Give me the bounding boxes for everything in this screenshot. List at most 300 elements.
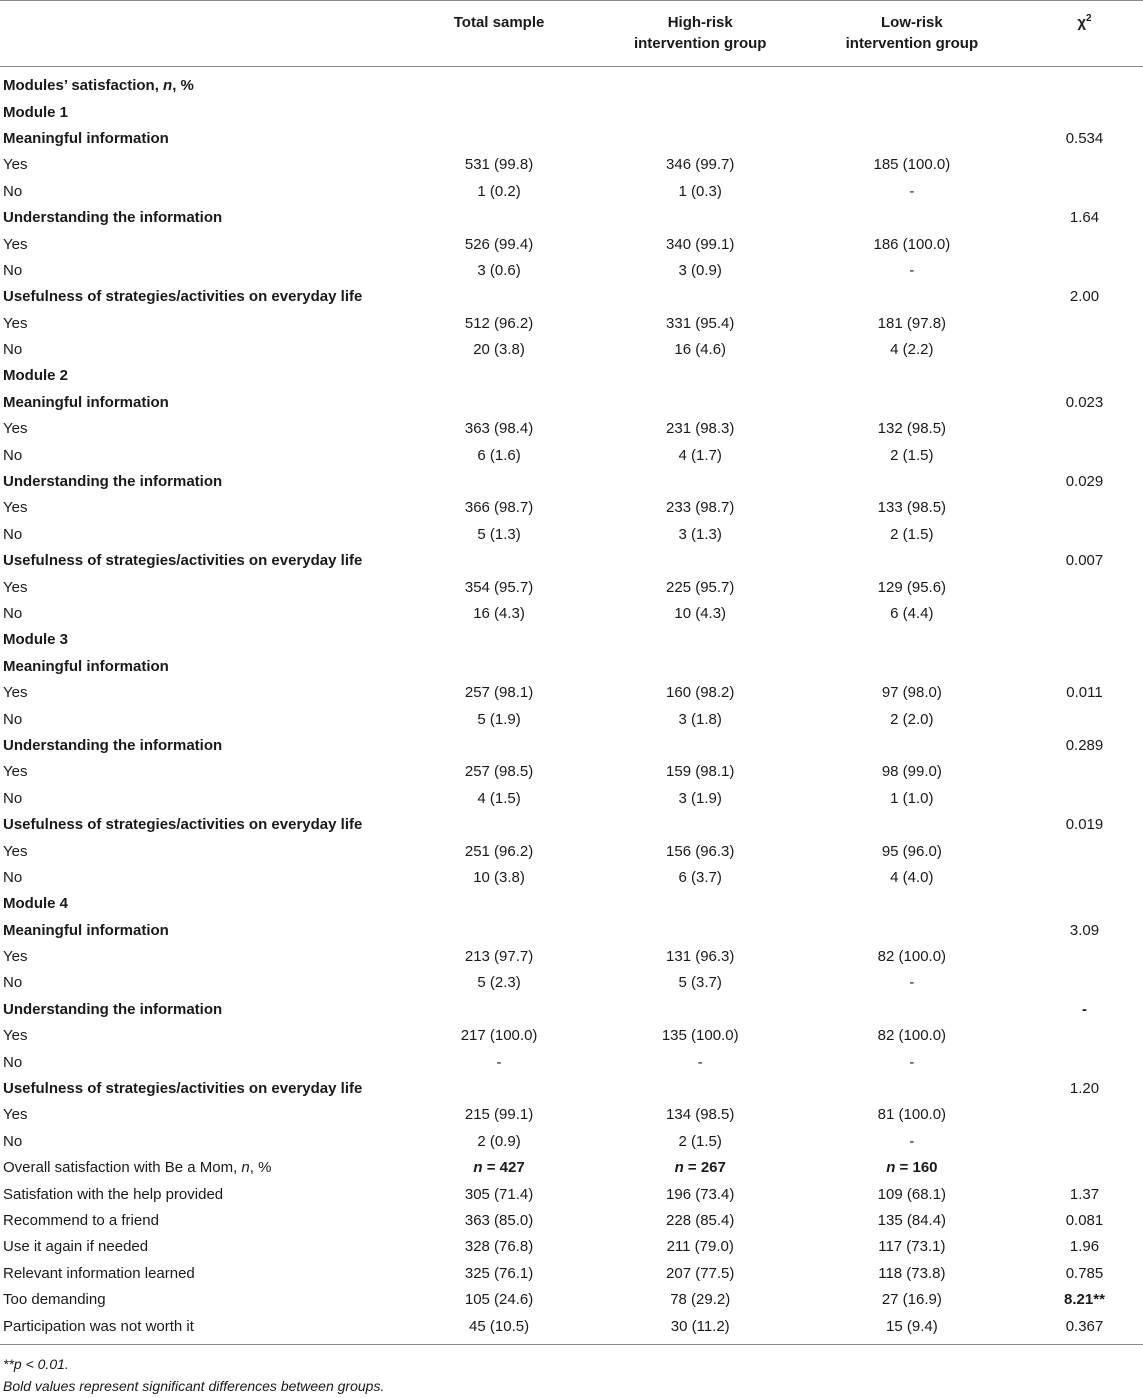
table-row (0, 1129, 1143, 1155)
section-row (0, 99, 1143, 125)
cell-low-risk (798, 67, 1026, 100)
row-label: Yes (3, 235, 28, 253)
row-label: Understanding the information (3, 736, 223, 754)
cell-low-risk (798, 99, 1026, 125)
cell-high-risk (603, 1076, 798, 1102)
cell-low-risk (798, 390, 1026, 416)
header-total-sample (395, 1, 602, 67)
table-row (0, 1023, 1143, 1049)
cell-total: 4 (1.5) (477, 789, 521, 807)
cell-total (395, 1076, 602, 1102)
cell-high-risk: 346 (99.7) (666, 156, 735, 174)
row-label: Meaningful information (3, 129, 169, 147)
row-label: Yes (3, 1027, 28, 1045)
section-row (0, 205, 1143, 231)
cell-total: 257 (98.5) (464, 763, 534, 781)
section-row (0, 812, 1143, 838)
cell-high-risk (603, 126, 798, 152)
table-row (0, 1234, 1143, 1260)
cell-low-risk (798, 548, 1026, 574)
cell-chi-square (1026, 1023, 1143, 1049)
table-row (0, 311, 1143, 337)
cell-high-risk (603, 363, 798, 389)
cell-high-risk: 3 (0.9) (678, 261, 722, 279)
cell-low-risk: 4 (2.2) (890, 341, 934, 359)
header-high-risk-line1: High-risk (667, 14, 733, 31)
section-row (0, 67, 1143, 100)
row-label: Module 1 (3, 103, 69, 121)
cell-chi-square (1026, 442, 1143, 468)
cell-chi-square (1026, 179, 1143, 205)
cell-total: 2 (0.9) (477, 1132, 521, 1150)
row-label: Participation was not worth it (0, 1313, 395, 1344)
cell-high-risk: 160 (98.2) (666, 684, 735, 702)
row-label-text: Overall satisfaction with Be a Mom, (3, 1159, 242, 1177)
cell-total (395, 99, 602, 125)
table-row (0, 522, 1143, 548)
cell-low-risk: 186 (100.0) (873, 235, 951, 253)
cell-total: 6 (1.6) (477, 446, 521, 464)
table-row (0, 759, 1143, 785)
cell-low-risk: 117 (73.1) (878, 1238, 946, 1256)
cell-chi-square (1026, 838, 1143, 864)
cell-chi-square (1026, 865, 1143, 891)
header-high-risk-line2: intervention group (633, 35, 767, 52)
cell-high-risk: 10 (4.3) (674, 605, 727, 622)
n-value: 160 (912, 1159, 938, 1177)
cell-low-risk: 98 (99.0) (881, 763, 942, 781)
cell-low-risk: 27 (16.9) (881, 1291, 942, 1309)
section-row (0, 390, 1143, 416)
cell-low-risk: 82 (100.0) (877, 1027, 947, 1045)
cell-low-risk: 97 (98.0) (881, 684, 942, 702)
row-label: No (3, 868, 23, 886)
row-label: Recommend to a friend (3, 1211, 159, 1229)
cell-total: 45 (10.5) (395, 1313, 602, 1344)
cell-chi-square (1026, 574, 1143, 600)
cell-chi-square: 1.37 (1069, 1185, 1100, 1203)
header-high-risk (603, 1, 798, 67)
cell-total (395, 918, 602, 944)
cell-total: 3 (0.6) (477, 261, 521, 279)
table-row (0, 337, 1143, 363)
cell-chi-square (1026, 944, 1143, 970)
n-value: 427 (499, 1159, 525, 1177)
row-label: Relevant information learned (3, 1264, 195, 1282)
cell-total: 512 (96.2) (464, 314, 534, 332)
cell-chi-square (1026, 706, 1143, 732)
cell-high-risk (603, 812, 798, 838)
row-label: Use it again if needed (3, 1238, 149, 1256)
cell-chi-square (1026, 1129, 1143, 1155)
table-row (0, 495, 1143, 521)
cell-high-risk: 4 (1.7) (678, 446, 722, 464)
cell-high-risk (603, 918, 798, 944)
cell-total: 328 (76.8) (464, 1238, 534, 1256)
cell-chi-square: 0.023 (1065, 393, 1104, 411)
row-label: Meaningful information (3, 921, 169, 939)
cell-chi-square: 3.09 (1069, 921, 1100, 939)
cell-chi-square (1026, 258, 1143, 284)
cell-total: 213 (97.7) (464, 948, 534, 966)
cell-high-risk: 196 (73.4) (666, 1185, 735, 1203)
cell-chi-square (1026, 1049, 1143, 1075)
cell-low-risk (798, 733, 1026, 759)
cell-high-risk: 131 (96.3) (666, 948, 735, 966)
cell-high-risk: 225 (95.7) (666, 578, 735, 596)
cell-high-risk: 159 (98.1) (666, 763, 735, 781)
cell-total: 251 (96.2) (464, 842, 534, 860)
row-label: No (3, 525, 23, 543)
cell-low-risk (798, 627, 1026, 653)
row-label: Yes (3, 684, 28, 702)
row-label: Usefulness of strategies/activities on everyday life (3, 1080, 363, 1098)
cell-chi-square (1026, 759, 1143, 785)
header-chi-square (1026, 1, 1143, 67)
cell-low-risk: 95 (96.0) (881, 842, 942, 860)
cell-low-risk: 133 (98.5) (877, 499, 947, 517)
table-row (0, 258, 1143, 284)
n-symbol: n (473, 1159, 483, 1177)
cell-high-risk: 233 (98.7) (666, 499, 735, 517)
row-label: No (3, 1132, 23, 1150)
header-total-label: Total sample (453, 14, 545, 31)
row-label: Yes (3, 499, 28, 517)
table-header-row (0, 1, 1143, 67)
table-row (0, 786, 1143, 812)
equals-sign: = (683, 1159, 701, 1177)
cell-total: 105 (24.6) (464, 1291, 534, 1309)
cell-chi-square (1026, 601, 1143, 627)
cell-total (395, 126, 602, 152)
cell-high-risk (603, 654, 798, 680)
row-label: No (3, 789, 23, 807)
cell-total: 257 (98.1) (464, 684, 534, 702)
row-label-suffix: , % (172, 77, 194, 95)
row-label (0, 67, 395, 100)
row-label: Satisfation with the help provided (3, 1185, 224, 1203)
row-label: Module 4 (3, 895, 69, 913)
cell-low-risk (798, 997, 1026, 1023)
section-row (0, 284, 1143, 310)
table-row (0, 574, 1143, 600)
cell-total: 305 (71.4) (464, 1185, 534, 1203)
cell-chi-square (1026, 786, 1143, 812)
cell-high-risk (603, 67, 798, 100)
cell-total: 1 (0.2) (477, 182, 521, 200)
cell-total (395, 627, 602, 653)
table-row (0, 944, 1143, 970)
cell-low-risk: 132 (98.5) (877, 420, 947, 438)
cell-high-risk (603, 997, 798, 1023)
row-label: Too demanding (3, 1291, 106, 1309)
row-label: Usefulness of strategies/activities on everyday life (3, 816, 363, 834)
cell-low-risk (798, 284, 1026, 310)
cell-low-risk: 109 (68.1) (877, 1185, 947, 1203)
cell-low-risk (798, 654, 1026, 680)
table-row (0, 601, 1143, 627)
cell-high-risk: 6 (3.7) (678, 868, 722, 886)
table-row (0, 231, 1143, 257)
row-label-suffix: , % (249, 1159, 272, 1177)
cell-high-risk: 5 (3.7) (678, 974, 722, 992)
cell-total: 526 (99.4) (464, 235, 534, 253)
cell-chi-square (1026, 495, 1143, 521)
cell-chi-square (1026, 311, 1143, 337)
cell-total: 531 (99.8) (464, 156, 534, 174)
row-label: Yes (3, 314, 28, 332)
row-label (0, 1155, 395, 1181)
cell-total: 354 (95.7) (464, 578, 534, 596)
cell-high-risk: - (697, 1053, 703, 1071)
row-label: No (3, 261, 23, 279)
n-symbol: n (886, 1159, 896, 1177)
cell-high-risk (603, 390, 798, 416)
section-row (0, 654, 1143, 680)
header-low-risk-line2: intervention group (845, 35, 979, 52)
cell-chi-square: 0.007 (1065, 552, 1104, 570)
row-label: Meaningful information (3, 393, 169, 411)
cell-low-risk (798, 469, 1026, 495)
footnote-bold-note (3, 1378, 384, 1394)
cell-high-risk: 3 (1.8) (678, 710, 722, 728)
section-row (0, 548, 1143, 574)
cell-chi-square (1026, 67, 1143, 100)
cell-low-risk: 118 (73.8) (878, 1264, 946, 1282)
cell-total (395, 997, 602, 1023)
cell-low-risk: - (909, 261, 915, 279)
cell-high-risk (603, 891, 798, 917)
cell-total: 217 (100.0) (460, 1027, 538, 1045)
table-row (0, 1261, 1143, 1287)
equals-sign: = (482, 1159, 500, 1177)
cell-total: - (496, 1053, 502, 1071)
cell-low-risk: 1 (1.0) (890, 789, 934, 807)
cell-high-risk: 2 (1.5) (678, 1132, 722, 1150)
section-row (0, 997, 1143, 1023)
cell-low-risk: 2 (2.0) (890, 710, 934, 728)
cell-chi-square (1026, 99, 1143, 125)
row-label: Yes (3, 948, 28, 966)
cell-chi-square: 1.96 (1069, 1238, 1100, 1256)
row-label: Yes (3, 156, 28, 174)
row-label-n: n (241, 1159, 250, 1177)
row-label: No (3, 446, 23, 464)
cell-chi-square: 0.367 (1026, 1313, 1143, 1344)
cell-total (395, 67, 602, 100)
cell-high-risk: 340 (99.1) (666, 235, 735, 253)
cell-low-n (798, 1155, 1026, 1181)
cell-high-risk: 16 (4.6) (674, 341, 727, 359)
cell-low-risk: - (909, 182, 915, 200)
row-label: Yes (3, 842, 28, 860)
cell-total (395, 284, 602, 310)
cell-total: 215 (99.1) (464, 1106, 534, 1124)
table-row (0, 1313, 1143, 1344)
cell-high-risk: 156 (96.3) (666, 842, 735, 860)
cell-high-risk: 30 (11.2) (603, 1313, 798, 1344)
cell-low-risk: 181 (97.8) (877, 314, 947, 332)
table-row (0, 1287, 1143, 1313)
cell-chi-square: 2.00 (1069, 288, 1100, 306)
cell-total: 5 (1.3) (477, 525, 521, 543)
cell-high-risk: 207 (77.5) (666, 1264, 735, 1282)
section-row (0, 126, 1143, 152)
row-label: Understanding the information (3, 473, 223, 491)
cell-chi-square: 0.534 (1065, 129, 1104, 147)
cell-high-risk (603, 469, 798, 495)
table-row (0, 416, 1143, 442)
cell-low-risk: 185 (100.0) (873, 156, 951, 174)
cell-high-risk (603, 548, 798, 574)
cell-low-risk: 135 (84.4) (877, 1211, 947, 1229)
row-label: Understanding the information (3, 1000, 223, 1018)
cell-chi-square: 8.21** (1064, 1291, 1105, 1309)
table-row (0, 838, 1143, 864)
cell-low-risk: 15 (9.4) (798, 1313, 1026, 1344)
row-label: Usefulness of strategies/activities on everyday life (3, 288, 363, 306)
cell-chi-square (1026, 416, 1143, 442)
cell-chi-square (1026, 337, 1143, 363)
cell-total: 363 (98.4) (464, 420, 534, 438)
cell-total: 10 (3.8) (473, 868, 525, 886)
cell-total-n (395, 1155, 602, 1181)
cell-low-risk (798, 205, 1026, 231)
table-row (0, 179, 1143, 205)
cell-high-risk (603, 284, 798, 310)
cell-total: 363 (85.0) (464, 1211, 534, 1229)
cell-total (395, 891, 602, 917)
cell-chi-square (1026, 654, 1143, 680)
row-label: Module 3 (3, 631, 69, 649)
row-label: Yes (3, 578, 28, 596)
equals-sign: = (895, 1159, 913, 1177)
cell-total: 16 (4.3) (473, 605, 525, 622)
footnote-significance (3, 1356, 69, 1372)
chi-superscript: 2 (1086, 13, 1092, 24)
cell-chi-square: 0.289 (1065, 736, 1104, 754)
cell-high-risk: 228 (85.4) (666, 1211, 735, 1229)
cell-low-risk: 129 (95.6) (877, 578, 947, 596)
cell-chi-square: 0.785 (1065, 1264, 1104, 1282)
cell-low-risk: 82 (100.0) (877, 948, 947, 966)
row-label: Yes (3, 1106, 28, 1124)
cell-high-risk: 78 (29.2) (670, 1291, 731, 1309)
row-label-text: Modules’ satisfaction, (3, 77, 164, 95)
section-row (0, 627, 1143, 653)
cell-low-risk: - (909, 1132, 915, 1150)
cell-chi-square (1026, 231, 1143, 257)
cell-high-risk: 331 (95.4) (666, 314, 735, 332)
cell-total: 5 (2.3) (477, 974, 521, 992)
overall-header-row (0, 1155, 1143, 1181)
header-low-risk (798, 1, 1026, 67)
row-label: No (3, 605, 23, 622)
cell-high-n (603, 1155, 798, 1181)
cell-low-risk (798, 126, 1026, 152)
cell-chi-square: - (1081, 1000, 1087, 1018)
table-row (0, 970, 1143, 996)
table-row (0, 442, 1143, 468)
cell-chi-square (1026, 627, 1143, 653)
cell-chi-square: 0.011 (1066, 684, 1103, 702)
cell-high-risk: 134 (98.5) (666, 1106, 735, 1124)
cell-low-risk: 2 (1.5) (890, 446, 934, 464)
section-row (0, 1076, 1143, 1102)
cell-chi-square: 1.64 (1069, 209, 1100, 227)
table-row (0, 1102, 1143, 1128)
n-symbol: n (674, 1159, 684, 1177)
row-label: Usefulness of strategies/activities on everyday life (3, 552, 363, 570)
cell-high-risk (603, 627, 798, 653)
section-row (0, 363, 1143, 389)
section-row (0, 469, 1143, 495)
header-empty-cell (0, 1, 395, 67)
cell-chi-square (1026, 152, 1143, 178)
table-row (0, 706, 1143, 732)
row-label: Yes (3, 420, 28, 438)
table-row (0, 680, 1143, 706)
row-label: No (3, 974, 23, 992)
cell-total (395, 548, 602, 574)
cell-low-risk (798, 812, 1026, 838)
cell-chi-square (1026, 1155, 1143, 1181)
cell-chi-square: 0.019 (1065, 816, 1104, 834)
table-row (0, 1208, 1143, 1234)
cell-high-risk: 135 (100.0) (661, 1027, 739, 1045)
row-label-n: n (163, 77, 173, 95)
cell-total: 325 (76.1) (464, 1264, 534, 1282)
row-label: No (3, 182, 23, 200)
header-low-risk-line1: Low-risk (881, 14, 943, 31)
cell-chi-square (1026, 363, 1143, 389)
cell-total: 366 (98.7) (464, 499, 534, 517)
footnote-bold-note-text: Bold values represent significant differences between groups. (3, 1378, 385, 1394)
cell-chi-square: 0.081 (1065, 1211, 1104, 1229)
cell-high-risk (603, 99, 798, 125)
table-row (0, 1181, 1143, 1207)
n-value: 267 (700, 1159, 726, 1177)
cell-chi-square (1026, 522, 1143, 548)
table-row (0, 1049, 1143, 1075)
cell-chi-square (1026, 970, 1143, 996)
cell-total (395, 469, 602, 495)
table-row (0, 865, 1143, 891)
cell-low-risk (798, 891, 1026, 917)
cell-total (395, 733, 602, 759)
cell-chi-square (1026, 891, 1143, 917)
cell-total (395, 205, 602, 231)
section-row (0, 918, 1143, 944)
cell-low-risk: 6 (4.4) (890, 605, 934, 622)
cell-low-risk: - (909, 1053, 915, 1071)
cell-low-risk: 4 (4.0) (890, 868, 934, 886)
cell-high-risk (603, 205, 798, 231)
row-label: Yes (3, 763, 28, 781)
cell-high-risk: 211 (79.0) (666, 1238, 734, 1256)
chi-symbol: χ (1077, 14, 1087, 31)
cell-low-risk: 2 (1.5) (890, 525, 934, 543)
cell-total (395, 390, 602, 416)
table-body (0, 67, 1143, 1345)
row-label: Module 2 (3, 367, 69, 385)
cell-total (395, 812, 602, 838)
row-label: Meaningful information (3, 657, 169, 675)
section-row (0, 891, 1143, 917)
row-label: No (3, 341, 23, 359)
cell-total: 20 (3.8) (473, 341, 525, 359)
row-label: Understanding the information (3, 209, 223, 227)
